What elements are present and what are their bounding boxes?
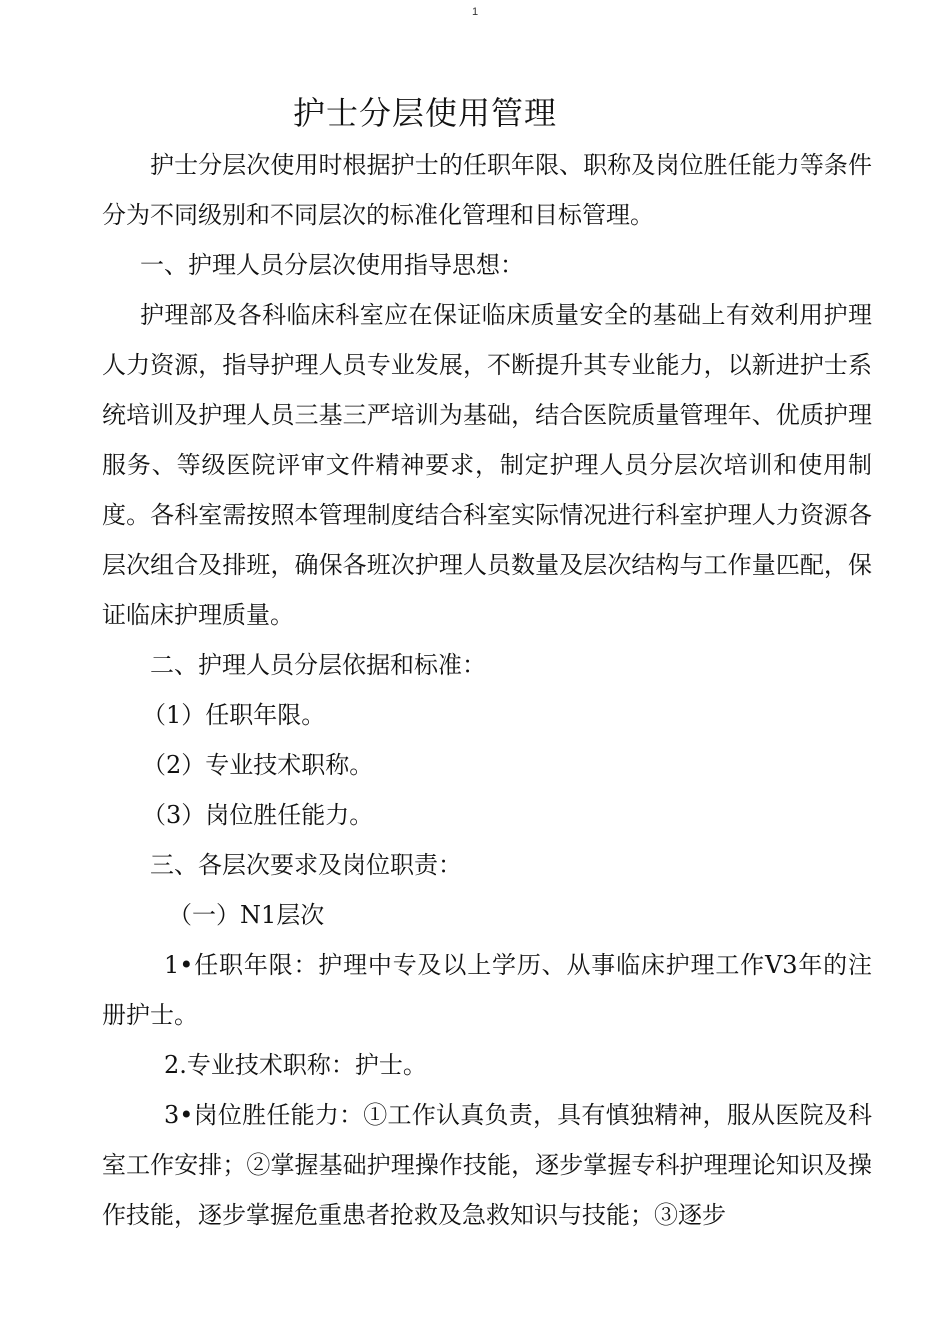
page-number: 1 [471, 6, 479, 18]
subsection-heading-n1: （一）N1层次 [168, 901, 325, 929]
section-heading-2: 二、护理人员分层依据和标准： [150, 651, 486, 679]
section-heading-1: 一、护理人员分层次使用指导思想： [140, 251, 524, 279]
n1-item-1: 1•任职年限：护理中专及以上学历、从事临床护理工作V3年的注册护士。 [102, 951, 872, 1029]
n1-item-3: 3•岗位胜任能力：①工作认真负责，具有慎独精神，服从医院及科室工作安排；②掌握基础护理操作技能，逐步掌握专科护理理论知识及操作技能，逐步掌握危重患者抢救及急救知识与技能；③逐步 [102, 1101, 872, 1229]
n1-item-2: 2.专业技术职称：护士。 [164, 1051, 427, 1079]
document-title: 护士分层使用管理 [292, 94, 557, 132]
criteria-item-2: （2）专业技术职称。 [142, 751, 374, 779]
section-heading-3: 三、各层次要求及岗位职责： [150, 851, 462, 879]
document-body [102, 140, 872, 1240]
criteria-item-1: （1）任职年限。 [142, 701, 326, 729]
criteria-item-3: （3）岗位胜任能力。 [142, 801, 374, 829]
guiding-paragraph: 护理部及各科临床科室应在保证临床质量安全的基础上有效利用护理人力资源，指导护理人员专业发展，不断提升其专业能力，以新进护士系统培训及护理人员三基三严培训为基础，结合医院质量管理年、优质护理服务、等级医院评审文件精神要求，制定护理人员分层次培训和使用制度。各科室需按照本管理制度结合科室实际情况进行科室护理人力资源各层次组合及排班，确保各班次护理人员数量及层次结构与工作量匹配，保证临床护理质量。 [102, 301, 872, 629]
intro-paragraph: 护士分层次使用时根据护士的任职年限、职称及岗位胜任能力等条件分为不同级别和不同层次的标准化管理和目标管理。 [102, 151, 872, 229]
